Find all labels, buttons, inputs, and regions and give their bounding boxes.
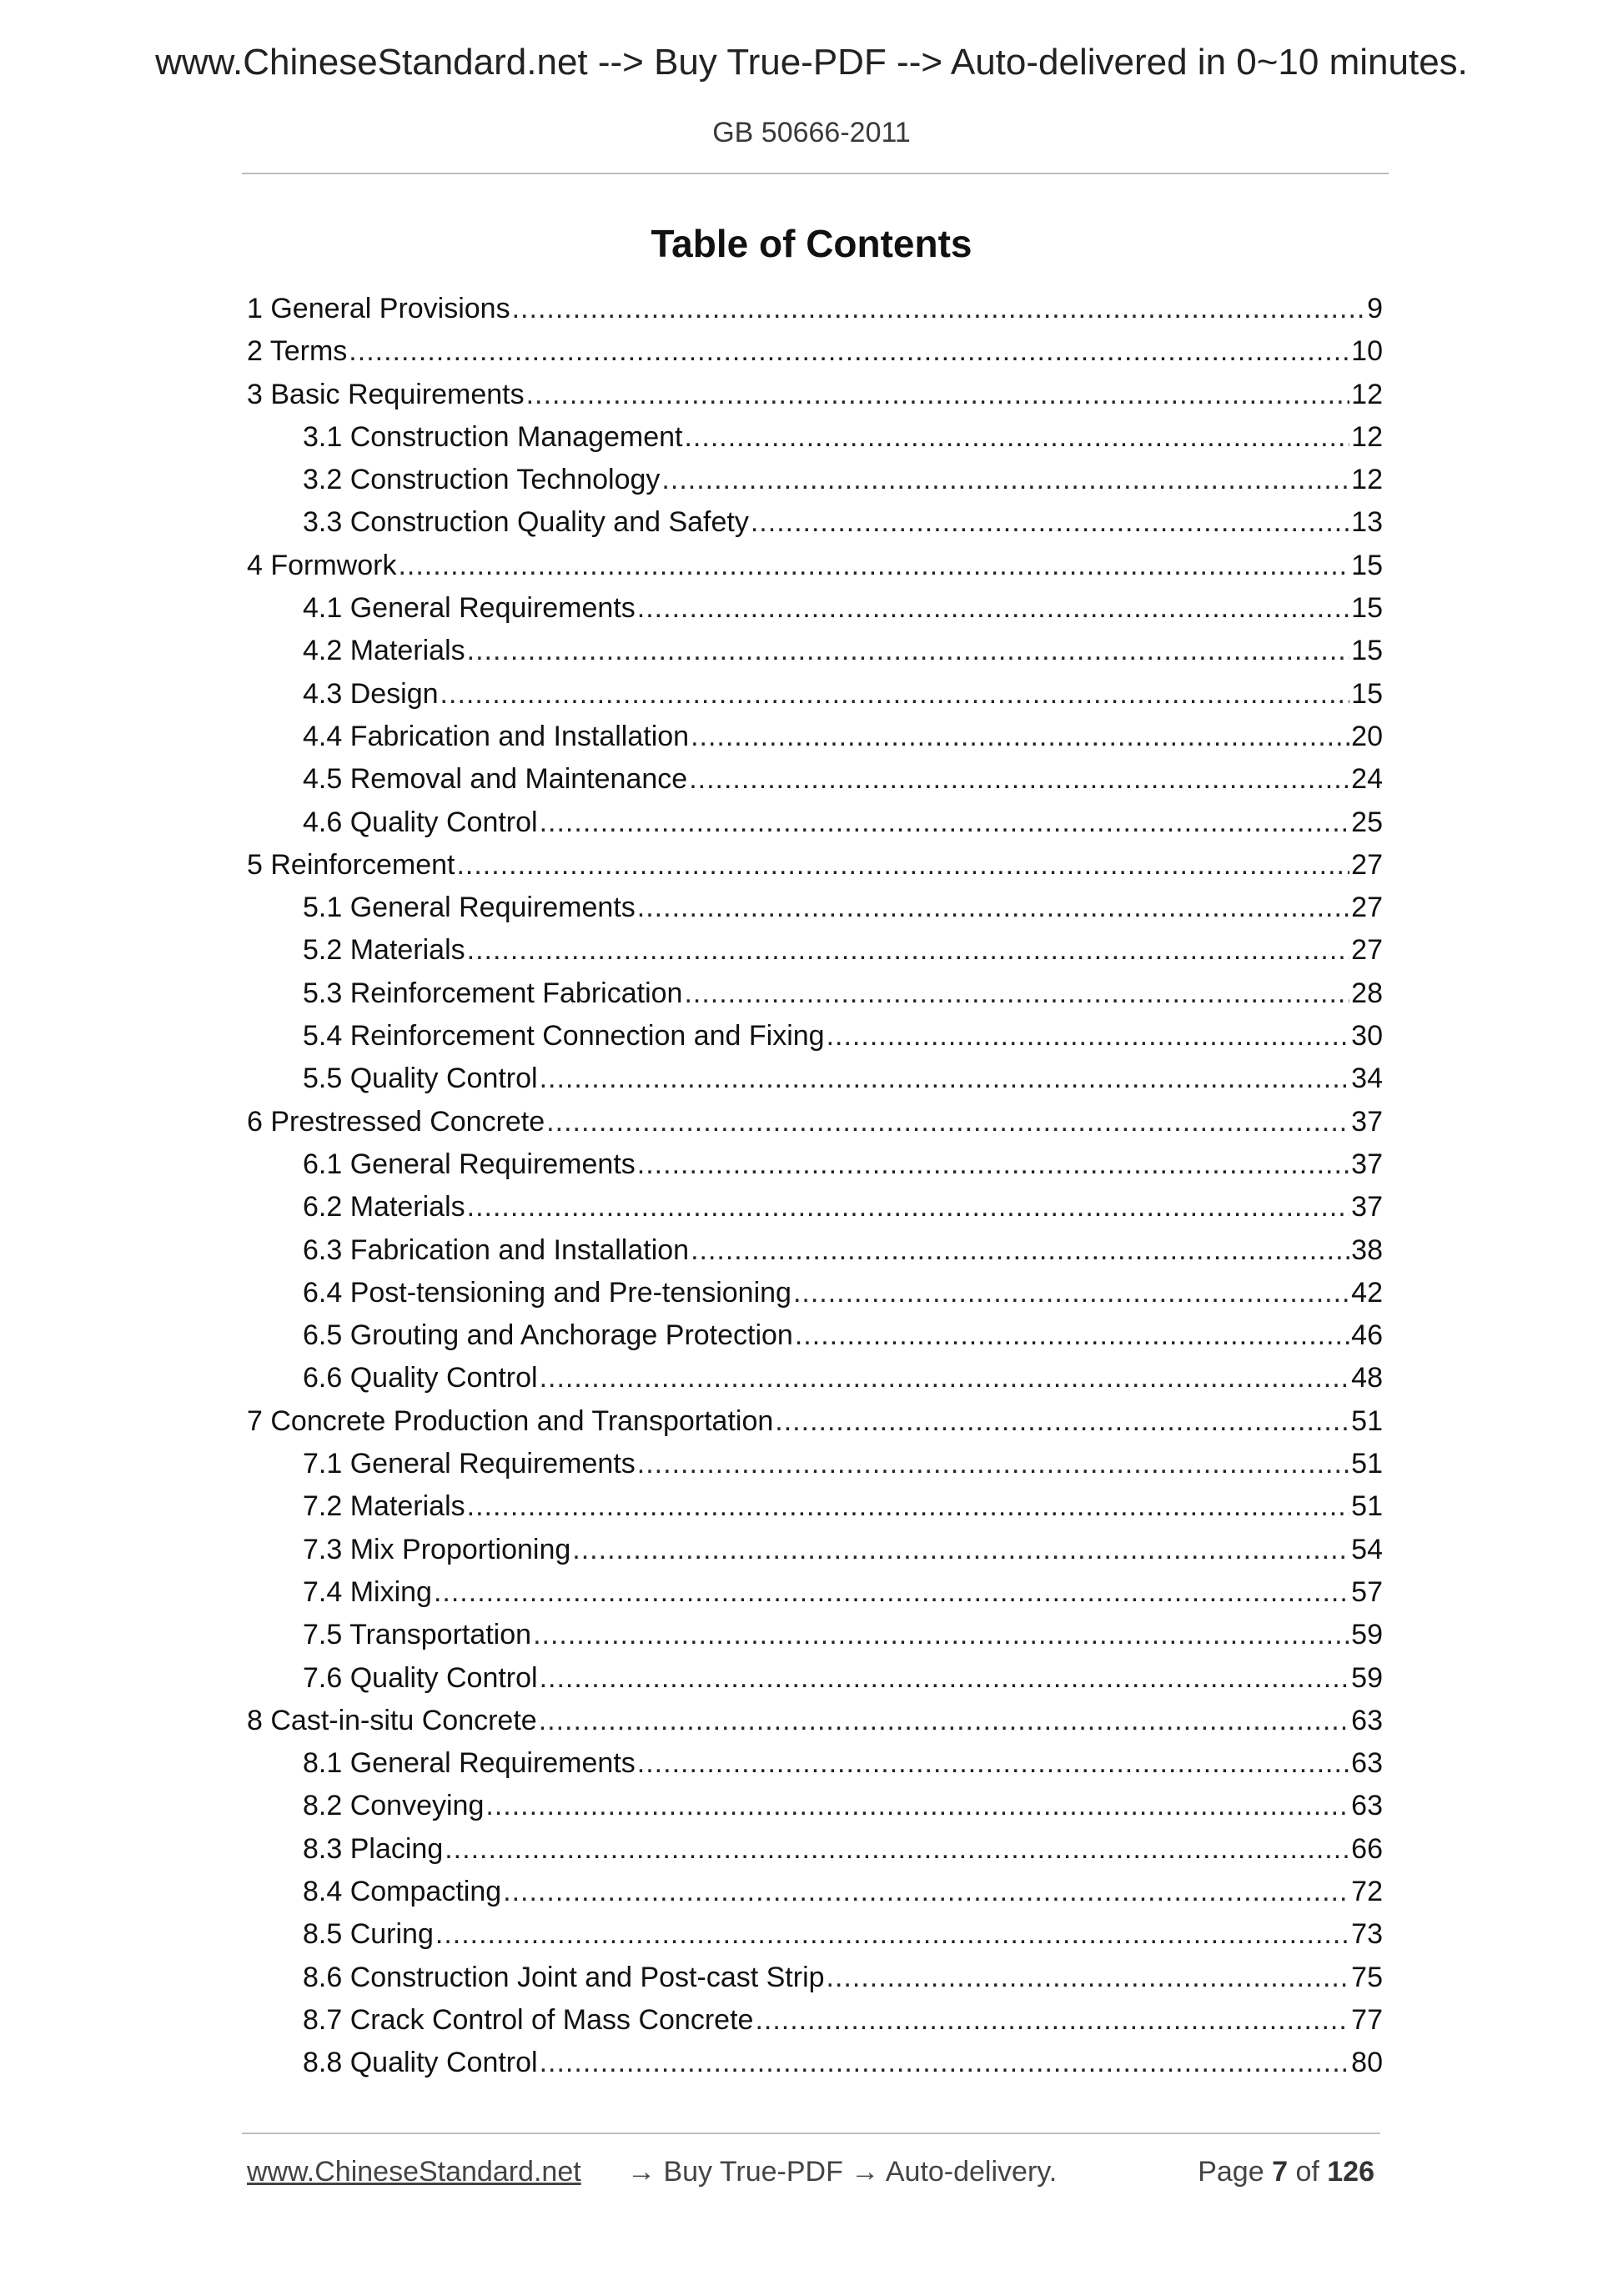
page-total: 126 [1327,2156,1374,2188]
toc-entry-label: 3 Basic Requirements [247,378,525,410]
toc-entry-label: 5.1 General Requirements [303,892,636,924]
toc-dot-leader [637,587,1349,630]
footer-site-link[interactable]: www.ChineseStandard.net [247,2156,581,2188]
toc-entry[interactable] [247,416,1383,459]
page-current: 7 [1272,2156,1288,2188]
toc-entry[interactable] [247,1614,1383,1656]
toc-entry-label: 8.7 Crack Control of Mass Concrete [303,2003,754,2036]
toc-dot-leader [512,288,1365,330]
toc-entry-label: 7.4 Mixing [303,1575,432,1608]
toc-entry-label: 6.5 Grouting and Anchorage Protection [303,1319,793,1352]
footer-tagline: → Buy True-PDF → Auto-delivery. [627,2156,1058,2188]
toc-entry-page: 37 [1351,1148,1383,1180]
toc-entry-label: 7 Concrete Production and Transportation [247,1404,774,1437]
toc-entry[interactable] [247,1571,1383,1614]
toc-entry[interactable] [247,1700,1383,1742]
toc-entry[interactable] [247,1058,1383,1100]
toc-entry-page: 20 [1351,720,1383,752]
toc-entry-page: 10 [1351,335,1383,368]
toc-dot-leader [540,801,1350,844]
toc-entry[interactable] [247,1785,1383,1827]
toc-entry[interactable] [247,1871,1383,1913]
toc-entry-page: 66 [1351,1832,1383,1865]
toc-entry-label: 8.4 Compacting [303,1875,502,1907]
toc-dot-leader [533,1614,1349,1656]
toc-dot-leader [755,1999,1349,2042]
toc-entry-label: 3.2 Construction Technology [303,464,661,496]
page-prefix: Page [1198,2156,1264,2188]
toc-dot-leader [503,1871,1349,1913]
toc-entry-page: 57 [1351,1575,1383,1608]
top-banner: www.ChineseStandard.net --> Buy True-PDF --> Auto-delivered in 0~10 minutes. [155,42,1468,83]
toc-entry-label: 8.1 General Requirements [303,1747,636,1780]
toc-entry[interactable] [247,1828,1383,1871]
toc-entry-label: 6.6 Quality Control [303,1362,538,1394]
toc-entry-label: 8.3 Placing [303,1832,444,1865]
toc-entry-label: 2 Terms [247,335,348,368]
toc-entry-label: 5.3 Reinforcement Fabrication [303,977,683,1009]
toc-entry[interactable] [247,887,1383,929]
toc-entry[interactable] [247,1957,1383,1999]
toc-entry-page: 37 [1351,1105,1383,1138]
footer-divider [242,2133,1380,2134]
toc-dot-leader [684,972,1349,1015]
toc-entry-label: 5 Reinforcement [247,848,455,881]
toc-entry-page: 27 [1351,934,1383,967]
toc-dot-leader [540,2042,1350,2084]
toc-entry-page: 30 [1351,1020,1383,1053]
toc-entry-label: 6.1 General Requirements [303,1148,636,1180]
toc-entry-page: 46 [1351,1319,1383,1352]
toc-entry-page: 15 [1351,592,1383,625]
toc-dot-leader [546,1101,1349,1143]
toc-entry[interactable] [247,330,1383,373]
toc-entry-page: 54 [1351,1533,1383,1565]
toc-entry[interactable] [247,1229,1383,1272]
toc-entry-label: 6.3 Fabrication and Installation [303,1233,690,1266]
toc-entry-label: 8.2 Conveying [303,1790,485,1822]
toc-dot-leader [456,844,1349,887]
toc-dot-leader [440,673,1350,716]
toc-entry-label: 4.6 Quality Control [303,806,538,838]
toc-entry[interactable] [247,758,1383,801]
toc-entry-label: 4.5 Removal and Maintenance [303,763,688,796]
toc-entry[interactable] [247,630,1383,672]
toc-dot-leader [467,1485,1350,1528]
toc-entry-page: 51 [1351,1448,1383,1480]
toc-entry[interactable] [247,459,1383,501]
toc-entry-label: 6 Prestressed Concrete [247,1105,545,1138]
toc-entry-page: 72 [1351,1875,1383,1907]
toc-entry-page: 12 [1351,464,1383,496]
toc-entry-label: 4.2 Materials [303,635,465,667]
toc-entry-label: 6.4 Post-tensioning and Pre-tensioning [303,1276,791,1309]
toc-dot-leader [467,929,1350,972]
toc-dot-leader [434,1571,1349,1614]
toc-dot-leader [827,1015,1350,1058]
toc-entry-label: 5.5 Quality Control [303,1063,538,1095]
toc-entry-page: 51 [1351,1490,1383,1523]
toc-entry-page: 75 [1351,1961,1383,1993]
toc-entry-page: 15 [1351,635,1383,667]
toc-entry[interactable] [247,1272,1383,1314]
toc-entry[interactable] [247,1101,1383,1143]
toc-entry-page: 38 [1351,1233,1383,1266]
toc-entry-page: 63 [1351,1747,1383,1780]
toc-entry-page: 9 [1367,293,1383,324]
toc-entry-page: 63 [1351,1790,1383,1822]
toc-entry-label: 7.3 Mix Proportioning [303,1533,571,1565]
toc-entry-label: 4.3 Design [303,677,439,710]
page-of: of [1295,2156,1319,2188]
toc-entry[interactable] [247,1186,1383,1228]
toc-entry[interactable] [247,501,1383,544]
toc-entry[interactable] [247,972,1383,1015]
toc-entry-label: 4.4 Fabrication and Installation [303,720,690,752]
toc-entry-label: 4.1 General Requirements [303,592,636,625]
toc-entry-label: 1 General Provisions [247,293,510,324]
toc-entry-page: 77 [1351,2003,1383,2036]
toc-entry[interactable] [247,673,1383,716]
toc-entry[interactable] [247,1529,1383,1571]
toc-entry-label: 8 Cast-in-situ Concrete [247,1704,537,1736]
toc-entry-page: 27 [1351,848,1383,881]
toc-dot-leader [637,1443,1349,1485]
toc-dot-leader [540,1657,1350,1700]
toc-entry-label: 7.2 Materials [303,1490,465,1523]
table-of-contents [247,288,1383,2084]
toc-entry[interactable] [247,1314,1383,1357]
toc-dot-leader [661,459,1349,501]
toc-entry-page: 15 [1351,677,1383,710]
toc-entry-page: 27 [1351,892,1383,924]
toc-entry[interactable] [247,1443,1383,1485]
toc-dot-leader [795,1314,1349,1357]
toc-entry-label: 7.1 General Requirements [303,1448,636,1480]
toc-entry-page: 59 [1351,1661,1383,1694]
toc-dot-leader [684,416,1349,459]
toc-entry[interactable] [247,716,1383,758]
toc-dot-leader [691,1229,1349,1272]
toc-dot-leader [539,1700,1349,1742]
toc-entry-page: 80 [1351,2047,1383,2079]
toc-entry-page: 63 [1351,1704,1383,1736]
toc-dot-leader [793,1272,1349,1314]
toc-entry-page: 12 [1351,420,1383,453]
toc-dot-leader [467,630,1350,672]
toc-entry[interactable] [247,288,1383,330]
toc-dot-leader [526,374,1350,416]
toc-entry-page: 59 [1351,1619,1383,1651]
toc-entry-page: 51 [1351,1404,1383,1437]
toc-entry-page: 73 [1351,1918,1383,1951]
toc-dot-leader [485,1785,1349,1827]
toc-entry-label: 4 Formwork [247,549,397,581]
toc-dot-leader [827,1957,1350,1999]
toc-dot-leader [637,1143,1349,1186]
toc-entry-label: 8.8 Quality Control [303,2047,538,2079]
toc-dot-leader [572,1529,1349,1571]
toc-dot-leader [467,1186,1350,1228]
toc-entry-label: 6.2 Materials [303,1191,465,1223]
header-divider [242,173,1389,174]
toc-entry[interactable] [247,929,1383,972]
toc-dot-leader [751,501,1349,544]
toc-entry[interactable] [247,2042,1383,2084]
toc-entry[interactable] [247,1657,1383,1700]
toc-entry[interactable] [247,374,1383,416]
toc-dot-leader [445,1828,1349,1871]
toc-entry-page: 37 [1351,1191,1383,1223]
toc-entry-label: 8.6 Construction Joint and Post-cast Strip [303,1961,825,1993]
toc-entry-page: 34 [1351,1063,1383,1095]
toc-entry-page: 24 [1351,763,1383,796]
toc-dot-leader [775,1400,1349,1443]
toc-entry[interactable] [247,1357,1383,1399]
toc-entry[interactable] [247,801,1383,844]
toc-dot-leader [689,758,1349,801]
toc-entry[interactable] [247,1143,1383,1186]
toc-entry-label: 3.1 Construction Management [303,420,683,453]
toc-dot-leader [349,330,1349,373]
toc-entry-page: 12 [1351,378,1383,410]
page-title: Table of Contents [651,222,972,265]
toc-entry-page: 48 [1351,1362,1383,1394]
toc-entry-label: 7.6 Quality Control [303,1661,538,1694]
toc-dot-leader [540,1357,1350,1399]
toc-dot-leader [540,1058,1350,1100]
toc-entry-label: 8.5 Curing [303,1918,434,1951]
toc-entry-page: 25 [1351,806,1383,838]
toc-entry[interactable] [247,1913,1383,1956]
toc-entry[interactable] [247,1485,1383,1528]
toc-entry[interactable] [247,545,1383,587]
toc-entry-label: 5.4 Reinforcement Connection and Fixing [303,1020,825,1053]
page-number [1198,2156,1374,2188]
toc-entry-page: 15 [1351,549,1383,581]
toc-entry-label: 7.5 Transportation [303,1619,532,1651]
document-code: GB 50666-2011 [712,117,911,148]
toc-entry-page: 13 [1351,506,1383,539]
toc-dot-leader [435,1913,1349,1956]
toc-dot-leader [691,716,1349,758]
toc-entry-page: 42 [1351,1276,1383,1309]
toc-dot-leader [637,1742,1349,1785]
toc-entry[interactable] [247,587,1383,630]
toc-dot-leader [398,545,1349,587]
toc-entry-label: 3.3 Construction Quality and Safety [303,506,749,539]
toc-entry[interactable] [247,1400,1383,1443]
toc-entry-page: 28 [1351,977,1383,1009]
toc-entry[interactable] [247,1742,1383,1785]
toc-entry[interactable] [247,844,1383,887]
toc-entry[interactable] [247,1999,1383,2042]
toc-entry[interactable] [247,1015,1383,1058]
toc-dot-leader [637,887,1349,929]
toc-entry-label: 5.2 Materials [303,934,465,967]
